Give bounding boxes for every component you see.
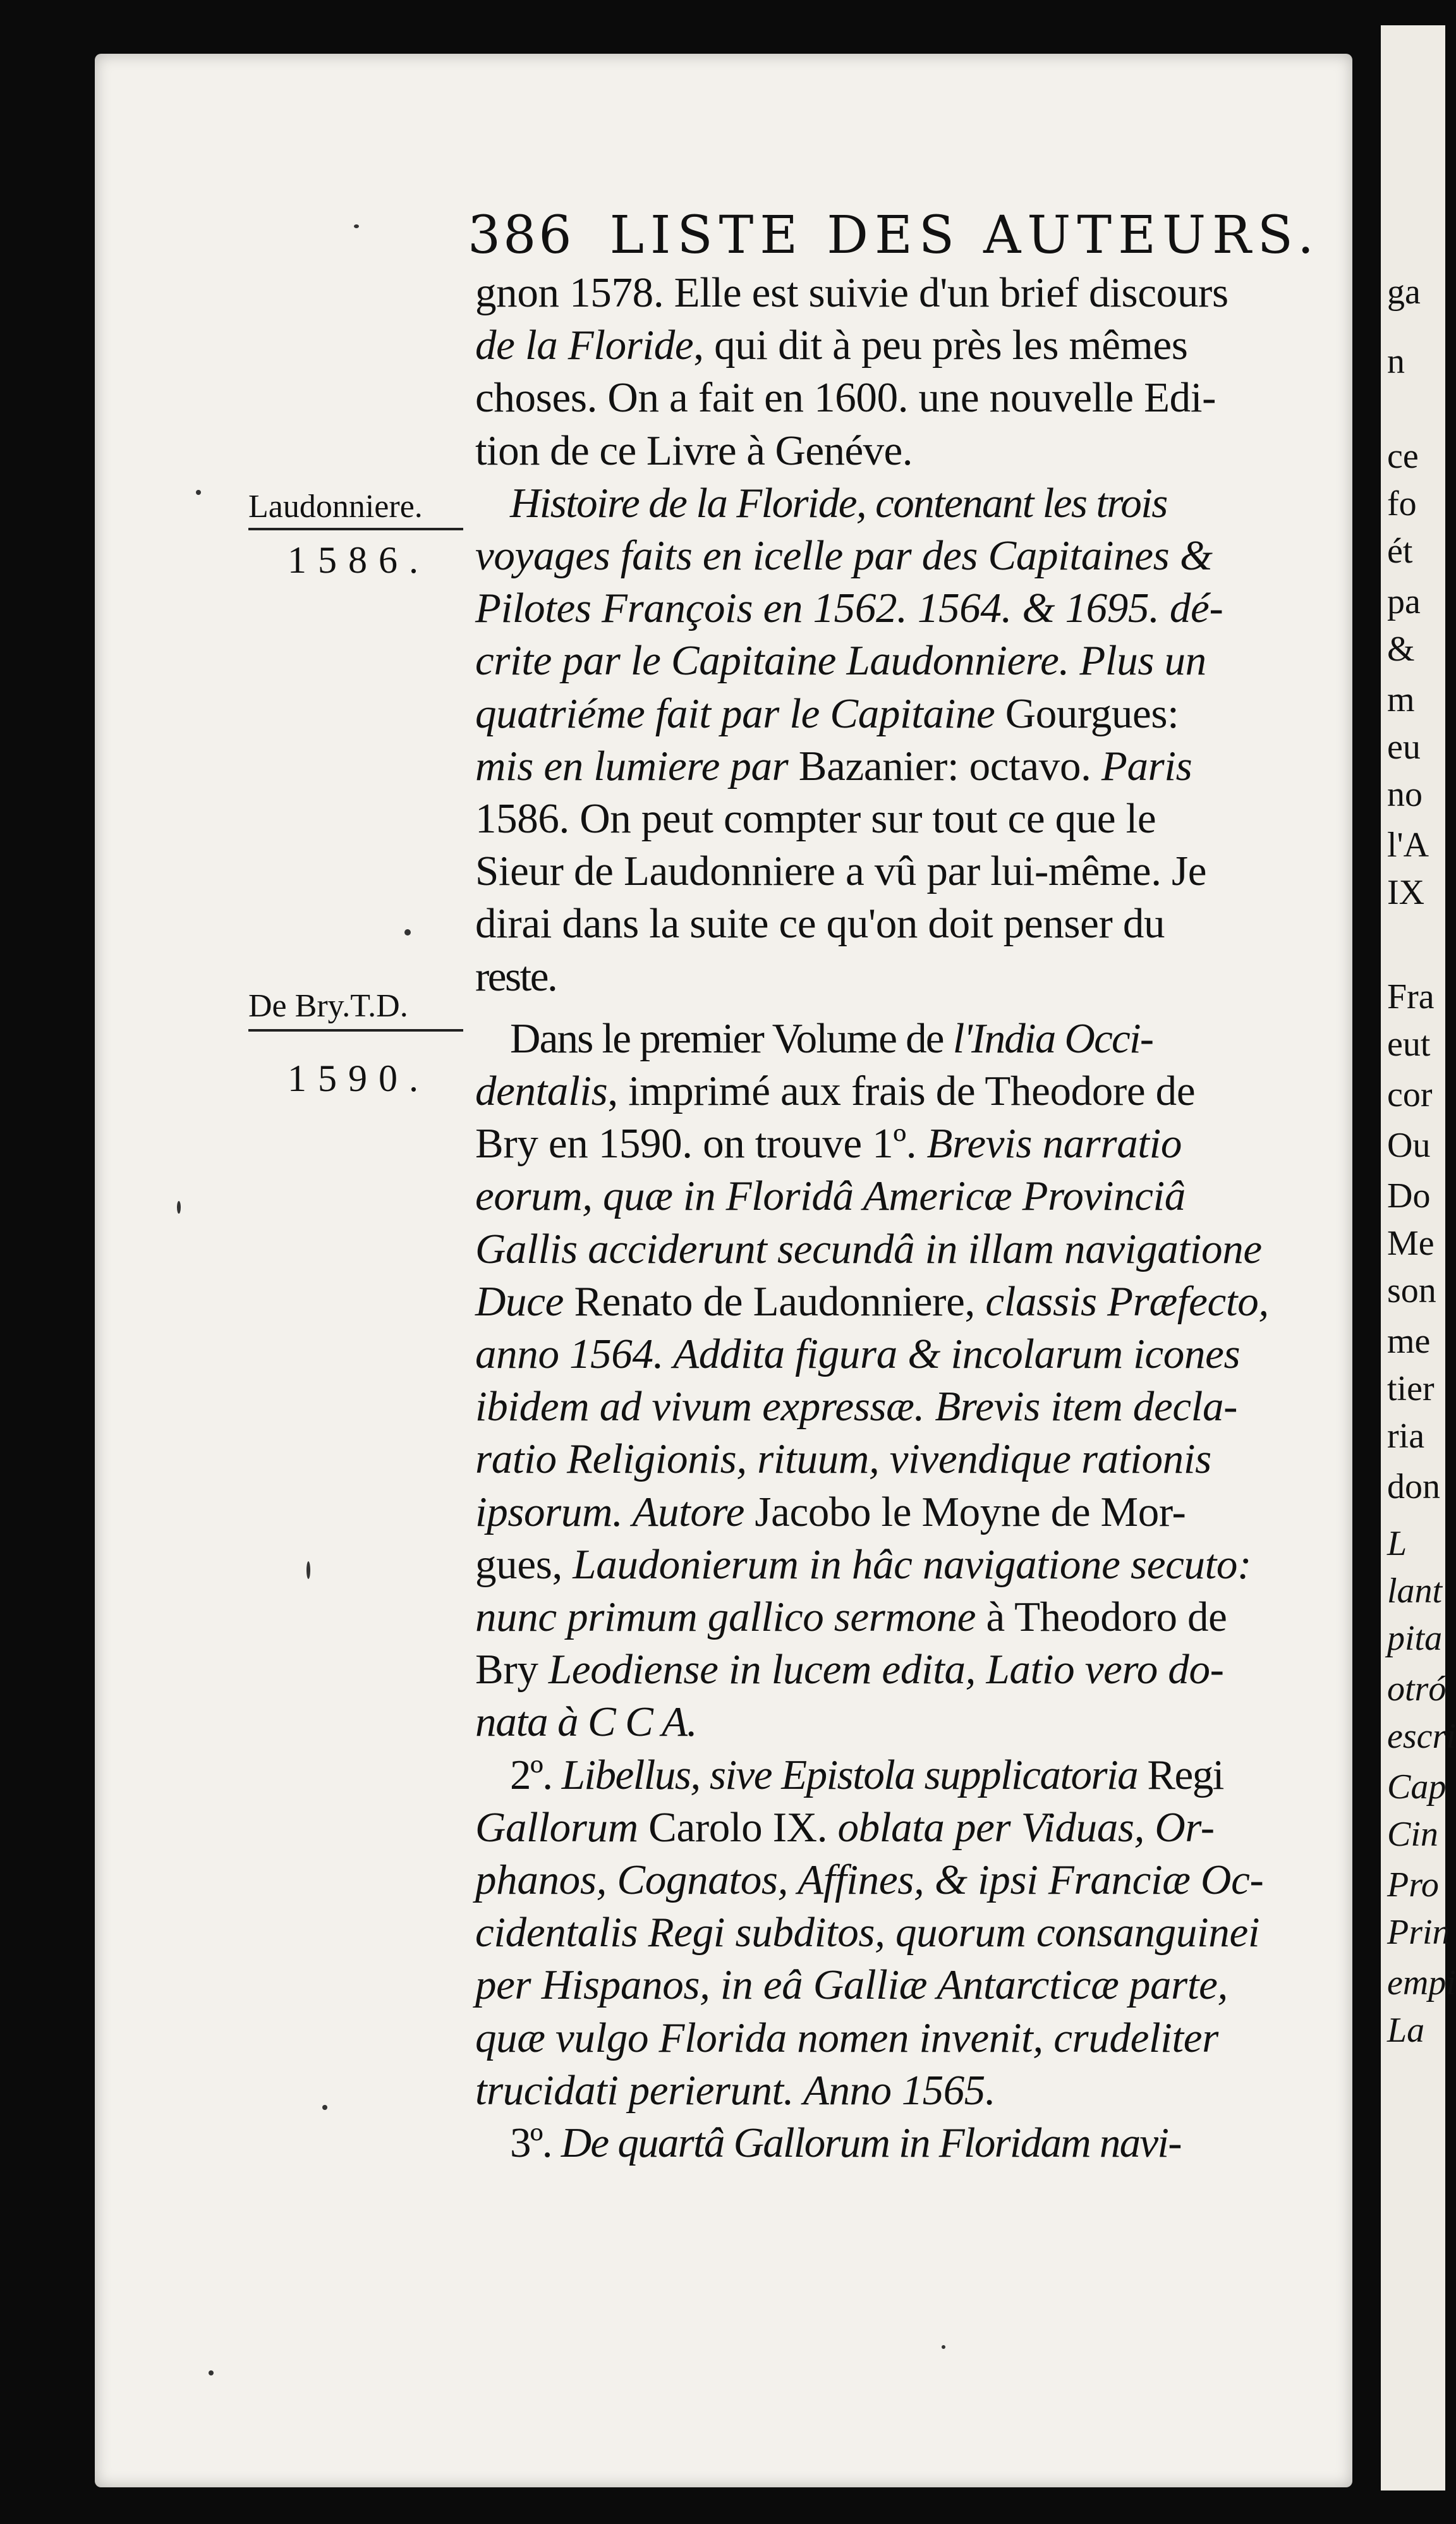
italic-segment: ratio Religionis, rituum, vivendique rationis [475, 1436, 1211, 1483]
italic-segment: Pilotes François en 1562. 1564. & 1695. dé- [475, 585, 1223, 632]
margin-note-author: Laudonniere. [248, 489, 423, 525]
facing-page-text: me [1387, 1322, 1431, 1361]
italic-segment: oblata per Viduas, Or- [837, 1803, 1215, 1851]
text-line [475, 1120, 1340, 1168]
roman-segment: , imprimé aux frais de Theodore de [607, 1068, 1196, 1114]
text-line [475, 1488, 1340, 1535]
italic-segment: crite par le Capitaine Laudonniere. Plus un [475, 637, 1206, 685]
facing-page-text: fo [1387, 484, 1417, 523]
text-line [475, 1070, 1340, 1113]
facing-page-text: escri [1387, 1717, 1456, 1756]
italic-segment: per Hispanos, in eâ Galliæ Antarcticæ parte, [475, 1961, 1228, 2009]
facing-page-text: pa [1387, 582, 1421, 621]
facing-page-text: otró [1387, 1669, 1447, 1709]
margin-note-year: 1586. [288, 539, 430, 581]
italic-segment: phanos, Cognatos, Affines, & ipsi Franciæ Oc- [475, 1856, 1264, 1903]
roman-segment: Regi [1138, 1751, 1223, 1798]
facing-page-text: lant [1387, 1571, 1443, 1611]
text-line [475, 1698, 1340, 1746]
facing-page-text: Cin [1387, 1815, 1438, 1854]
italic-segment: Brevis narratio [926, 1120, 1182, 1168]
roman-segment: dirai dans la suite ce qu'on doit penser du [475, 900, 1165, 948]
roman-segment: gues, [475, 1540, 573, 1588]
text-line [475, 1961, 1340, 2009]
facing-page-text: & [1387, 630, 1415, 669]
text-line [475, 742, 1340, 790]
italic-segment: ipsorum. Autore [475, 1488, 745, 1535]
text-line [475, 374, 1340, 422]
italic-segment: Leodiense in lucem edita, Latio vero do- [548, 1646, 1224, 1693]
italic-segment: Gallorum [475, 1803, 638, 1851]
italic-segment: Gallis acciderunt secundâ in illam navigatione [475, 1225, 1262, 1272]
page-header [468, 205, 1320, 265]
facing-page-text: IX [1387, 873, 1425, 912]
roman-segment: Sieur de Laudonniere a vû par lui-même. Je [475, 848, 1207, 895]
facing-page-text: eu [1387, 728, 1421, 767]
text-line [510, 1015, 1374, 1062]
facing-page-text: eut [1387, 1025, 1431, 1064]
text-line [475, 900, 1340, 948]
italic-segment: Duce [475, 1277, 564, 1325]
page-number: 386 [468, 205, 574, 265]
roman-segment: tion de ce Livre à Genéve. [475, 427, 913, 474]
facing-page-text: Me [1387, 1224, 1435, 1263]
margin-note-author: De Bry.T.D. [248, 988, 408, 1024]
text-line [475, 1333, 1340, 1375]
text-line [475, 1911, 1340, 1954]
italic-segment: Paris [1101, 742, 1192, 790]
text-line [475, 1225, 1340, 1272]
roman-segment: Bazanier: octavo. [788, 742, 1101, 790]
italic-segment: eorum, quæ in Floridâ Americæ Provinciâ [475, 1173, 1186, 1220]
facing-page-text: Prin [1387, 1913, 1450, 1952]
text-line [510, 479, 1374, 527]
facing-page-text: L [1387, 1524, 1407, 1563]
margin-rule [248, 1029, 463, 1032]
facing-page-text: ét [1387, 532, 1413, 571]
facing-page-text: empi [1387, 1963, 1456, 2003]
text-line [475, 1856, 1340, 1903]
italic-segment: quatriéme fait par le Capitaine [475, 690, 995, 737]
italic-segment: nata à C C A. [475, 1698, 697, 1746]
facing-page-text: Fra [1387, 977, 1435, 1016]
facing-page-text: Cap [1387, 1767, 1447, 1807]
text-line [475, 2066, 1340, 2114]
roman-segment: 3º. [510, 2119, 561, 2166]
italic-segment: voyages faits en icelle par des Capitaines & [475, 532, 1213, 579]
text-line [475, 587, 1340, 630]
italic-segment: quæ vulgo Florida nomen invenit, crudeliter [475, 2014, 1218, 2061]
roman-segment: Carolo IX. [638, 1803, 838, 1851]
facing-page-text: tier [1387, 1369, 1435, 1408]
facing-page-text: ga [1387, 272, 1421, 312]
running-title: LISTE DES AUTEURS. [609, 205, 1321, 265]
facing-page-text: Do [1387, 1176, 1431, 1216]
roman-segment: gnon 1578. Elle est suivie d'un [475, 269, 1000, 316]
text-line [475, 1436, 1340, 1483]
roman-segment: Bry en 1590. on trouve 1º. [475, 1120, 927, 1168]
text-line [475, 1596, 1340, 1638]
facing-page-text: don [1387, 1467, 1440, 1506]
italic-segment: anno 1564. Addita figura & incolarum icones [475, 1331, 1241, 1377]
italic-segment: de la Floride [475, 322, 694, 369]
italic-segment: ibidem ad vivum expressæ. Brevis item decla- [475, 1383, 1238, 1430]
italic-segment: cidentalis Regi subditos, quorum consanguinei [475, 1909, 1260, 1956]
roman-segment: choses. On a fait en 1600. une nouvelle Edi- [475, 374, 1216, 422]
roman-segment: à Theodoro de [976, 1594, 1227, 1640]
italic-segment: l'India Occi- [952, 1015, 1153, 1062]
italic-segment: nunc primum gallico sermone [475, 1594, 976, 1640]
facing-page-text: no [1387, 775, 1423, 814]
roman-segment: , qui dit à peu près les mêmes [693, 322, 1188, 369]
text-line [475, 532, 1340, 579]
facing-page-text: La [1387, 2011, 1425, 2050]
text-line [475, 953, 1340, 1000]
italic-segment: trucidati perierunt. Anno 1565. [475, 2066, 996, 2114]
facing-page-text: Ou [1387, 1126, 1431, 1165]
roman-segment: Renato de Laudonniere, [564, 1277, 986, 1325]
margin-rule [248, 528, 463, 530]
italic-segment: mis en lumiere par [475, 742, 789, 790]
italic-segment: dentalis [475, 1068, 608, 1114]
facing-page-text: l'A [1387, 826, 1429, 865]
text-line [475, 1803, 1340, 1851]
italic-segment: classis Præfecto, [985, 1277, 1269, 1325]
text-line [475, 1277, 1340, 1325]
roman-segment: Dans le premier Volume de [510, 1015, 953, 1062]
italic-segment: Libellus, sive Epistola supplicatoria [561, 1751, 1138, 1798]
text-line [475, 427, 1340, 474]
italic-segment: Laudonierum in hâc navigatione secuto: [573, 1540, 1252, 1588]
facing-page-text: pita [1387, 1619, 1443, 1658]
facing-page-text: ce [1387, 437, 1419, 476]
adjacent-page-sliver [1381, 25, 1456, 2490]
italic-segment: Histoire de la Floride, contenant les trois [510, 479, 1167, 527]
facing-page-text: n [1387, 342, 1405, 381]
text-line [475, 637, 1340, 685]
roman-segment: brief discours [999, 269, 1228, 316]
facing-page-text: cor [1387, 1075, 1433, 1114]
text-line [510, 2119, 1374, 2166]
text-line [475, 1540, 1340, 1588]
text-line [510, 1751, 1374, 1798]
margin-note-year: 1590. [288, 1058, 430, 1099]
text-line [475, 1646, 1340, 1693]
roman-segment: Bry [475, 1646, 549, 1693]
facing-page-text: Pro [1387, 1865, 1439, 1905]
roman-segment: Jacobo le Moyne de Mor- [744, 1488, 1186, 1535]
roman-segment: reste. [475, 953, 557, 1000]
facing-page-text: m [1387, 680, 1415, 719]
text-line [475, 795, 1340, 842]
roman-segment: 1586. On peut compter sur tout ce que le [475, 795, 1156, 842]
roman-segment: 2º. [510, 1751, 562, 1798]
text-line [475, 324, 1340, 367]
facing-page-text: ria [1387, 1417, 1425, 1456]
text-line [475, 1173, 1340, 1220]
text-line [475, 2014, 1340, 2061]
italic-segment: De quartâ Gallorum in Floridam navi- [561, 2119, 1181, 2166]
text-line [475, 269, 1340, 316]
text-line [475, 690, 1340, 737]
text-line [475, 1383, 1340, 1430]
roman-segment: Gourgues: [995, 690, 1179, 737]
text-line [475, 850, 1340, 893]
facing-page-text: son [1387, 1271, 1436, 1310]
